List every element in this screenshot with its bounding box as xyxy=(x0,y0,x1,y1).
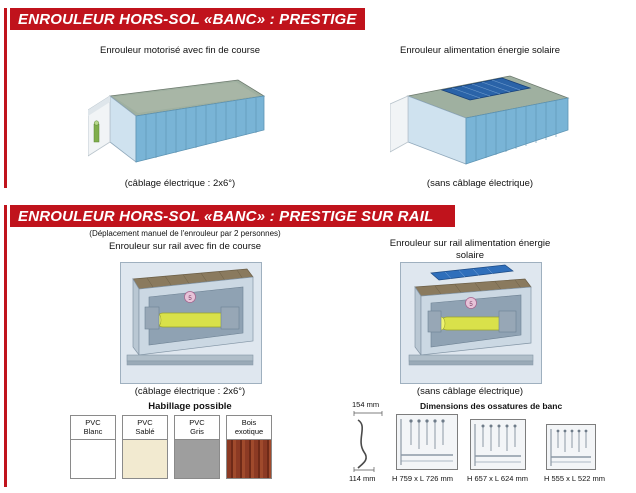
section-title-prestige-rail: ENROULEUR HORS-SOL «BANC» : PRESTIGE SUR RAIL xyxy=(18,207,434,225)
caption-cablage-electrique-2: (câblage électrique : 2x6°) xyxy=(134,386,246,397)
ossature-label-1: H 759 x L 726 mm xyxy=(392,474,453,483)
swatch-label-line1: PVC xyxy=(189,418,205,427)
heading-rail-solaire: Enrouleur sur rail alimentation énergie solaire xyxy=(389,238,551,261)
svg-text:5: 5 xyxy=(469,302,473,308)
profile-top-label: 154 mm xyxy=(352,400,380,409)
heading-enrouleur-solaire: Enrouleur alimentation énergie solaire xyxy=(399,45,560,56)
heading-enrouleur-motorise: Enrouleur motorisé avec fin de course xyxy=(100,45,260,56)
caption-cablage-electrique-1: (câblage électrique : 2x6°) xyxy=(124,178,236,189)
profile-bottom-label: 114 mm xyxy=(349,474,376,483)
svg-text:5: 5 xyxy=(188,296,192,302)
section-title-prestige: ENROULEUR HORS-SOL «BANC» : PRESTIGE xyxy=(18,10,357,28)
swatch-label-line2: Sablé xyxy=(135,426,155,436)
ossature-box-2 xyxy=(470,419,526,470)
ossature-label-2: H 657 x L 624 mm xyxy=(467,474,528,483)
swatch-label-line2: Blanc xyxy=(83,426,103,436)
swatch-label-line2: Gris xyxy=(190,426,204,436)
caption-sans-cablage-1: (sans câblage électrique) xyxy=(426,178,534,189)
swatch-label-line2: exotique xyxy=(234,426,264,436)
swatch-label-line1: Bois xyxy=(241,418,257,427)
caption-sans-cablage-2: (sans câblage électrique) xyxy=(416,386,524,397)
swatch-label-line1: PVC xyxy=(137,418,153,427)
ossature-box-1 xyxy=(396,414,458,470)
profile-drawing xyxy=(352,410,392,477)
ossature-box-3 xyxy=(546,424,596,470)
swatch-label-line1: PVC xyxy=(85,418,101,427)
heading-rail-fin-de-course: Enrouleur sur rail avec fin de course xyxy=(108,241,262,252)
habillage-title: Habillage possible xyxy=(148,401,232,412)
dimensions-title: Dimensions des ossatures de banc xyxy=(420,401,563,411)
subtitle-deplacement-manuel: (Déplacement manuel de l'enrouleur par 2 personnes) xyxy=(89,229,281,238)
ossature-label-3: H 555 x L 522 mm xyxy=(544,474,605,483)
